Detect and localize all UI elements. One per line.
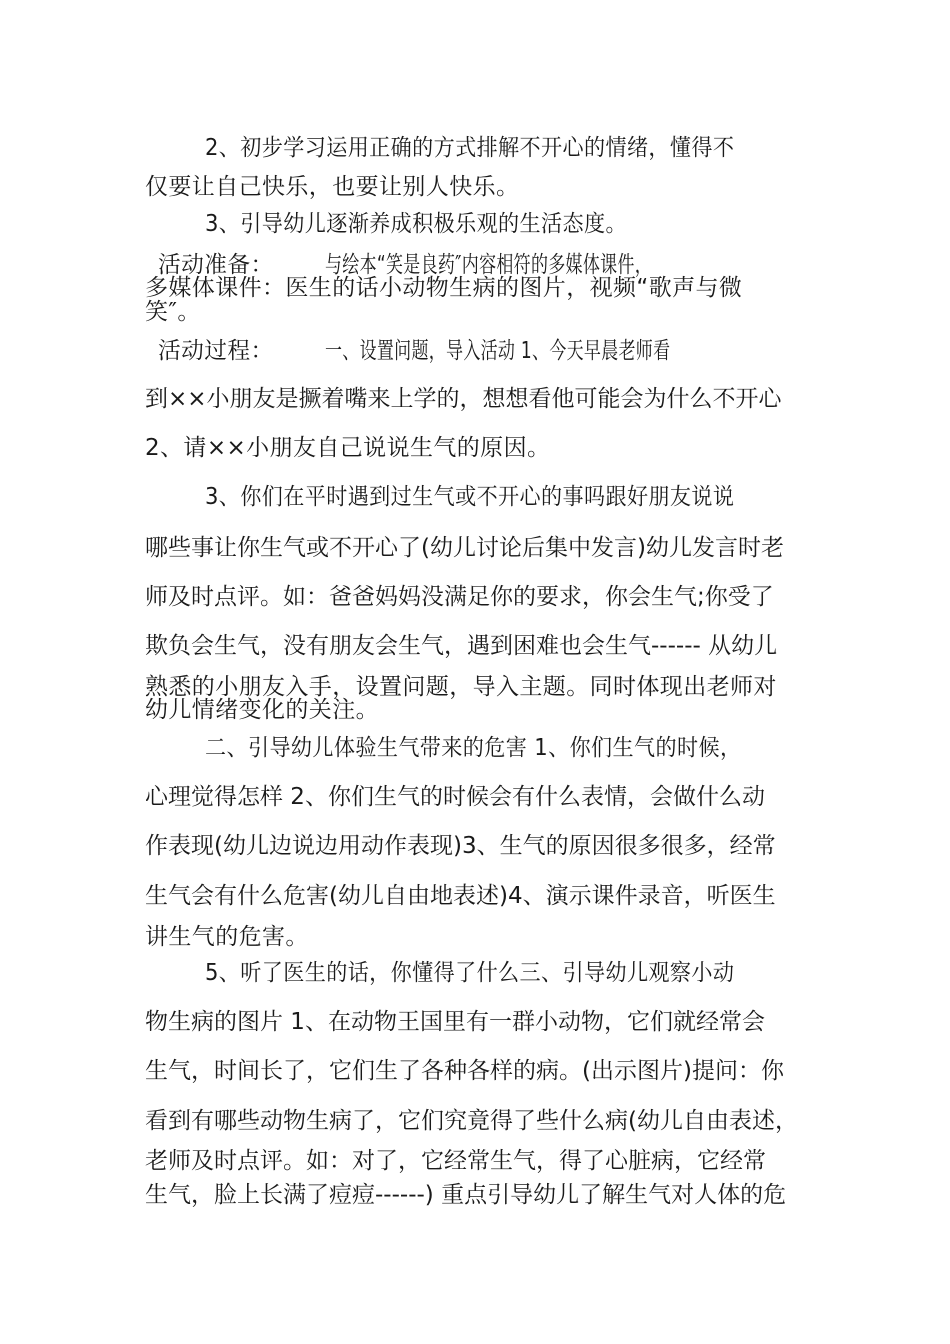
text-line: 老师及时点评。如：对了，它经常生气，得了心脏病，它经常 [145, 1148, 766, 1174]
text-line: 生气，时间长了，它们生了各种各样的病。(出示图片)提问：你 [145, 1058, 784, 1084]
section-label-process: 活动过程： [158, 338, 274, 364]
text-line: 物生病的图片 1、在动物王国里有一群小动物，它们就经常会 [145, 1009, 765, 1035]
text-line: 欺负会生气，没有朋友会生气，遇到困难也会生气------ 从幼儿 [145, 633, 778, 659]
text-line: 2、请××小朋友自己说说生气的原因。 [145, 435, 551, 461]
text-line: 2、初步学习运用正确的方式排解不开心的情绪，懂得不 [205, 135, 735, 161]
text-line: 到××小朋友是撅着嘴来上学的，想想看他可能会为什么不开心 [145, 386, 782, 412]
text-line: 5、听了医生的话，你懂得了什么三、引导幼儿观察小动 [205, 960, 735, 986]
text-line: 笑″。 [145, 299, 201, 325]
text-line: 作表现(幼儿边说边用动作表现)3、生气的原因很多很多，经常 [145, 833, 776, 859]
text-line: 熟悉的小朋友入手，设置问题，导入主题。同时体现出老师对 [145, 674, 777, 700]
section-label-preparation: 活动准备： [158, 252, 274, 278]
text-line: 多媒体课件：医生的话小动物生病的图片，视频“歌声与微 [145, 275, 743, 301]
text-line: 生气会有什么危害(幼儿自由地表述)4、演示课件录音，听医生 [145, 883, 776, 909]
text-line: 生气，脸上长满了痘痘------) 重点引导幼儿了解生气对人体的危 [145, 1182, 787, 1208]
text-line: 师及时点评。如：爸爸妈妈没满足你的要求，你会生气;你受了 [145, 584, 774, 610]
text-line: 二、引导幼儿体验生气带来的危害 1、你们生气的时候， [205, 735, 742, 761]
text-line: 幼儿情绪变化的关注。 [145, 697, 379, 723]
text-line: 3、引导幼儿逐渐养成积极乐观的生活态度。 [205, 211, 627, 237]
text-line: 哪些事让你生气或不开心了(幼儿讨论后集中发言)幼儿发言时老 [145, 535, 784, 561]
text-line: 看到有哪些动物生病了，它们究竟得了些什么病(幼儿自由表述， [145, 1108, 798, 1134]
text-line: 仅要让自己快乐，也要让别人快乐。 [145, 174, 520, 200]
text-line: 讲生气的危害。 [145, 924, 309, 950]
text-line: 与绘本“笑是良药″内容相符的多媒体课件， [325, 252, 653, 278]
text-line: 3、你们在平时遇到过生气或不开心的事吗跟好朋友说说 [205, 484, 735, 510]
text-line: 一、设置问题，导入活动 1、今天早晨老师看 [325, 338, 671, 364]
text-line: 心理觉得怎样 2、你们生气的时候会有什么表情，会做什么动 [145, 784, 765, 810]
